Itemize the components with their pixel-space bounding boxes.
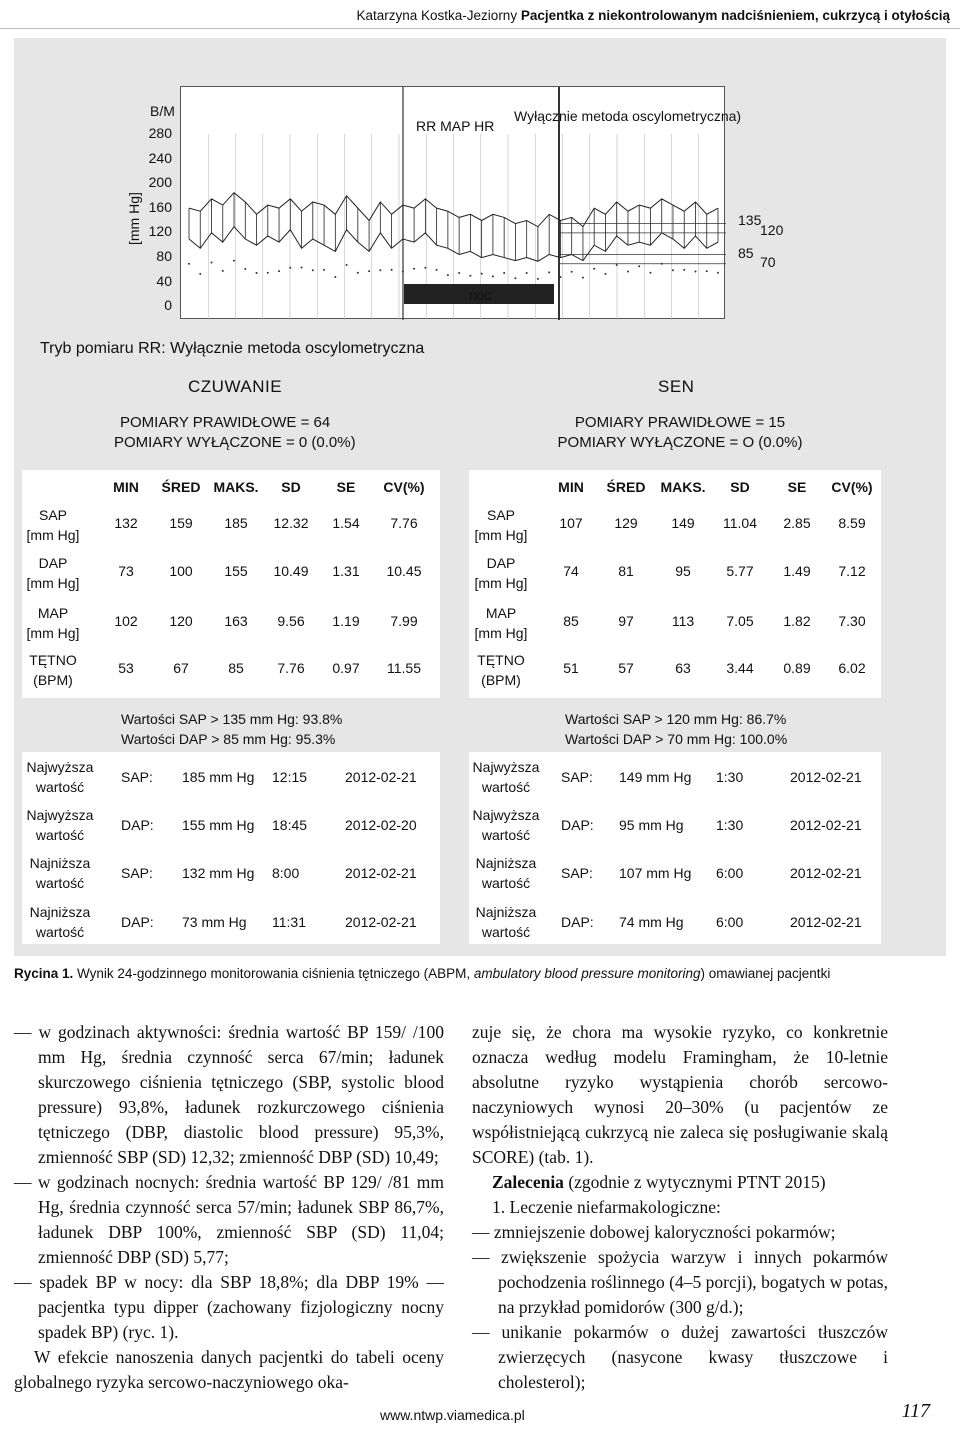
- hr-point: [604, 273, 606, 275]
- table-cell: 10.45: [386, 563, 422, 579]
- table-cell: 1.82: [783, 613, 811, 629]
- extreme-value: 149 mm Hg: [619, 769, 692, 785]
- table-cell: 149: [671, 515, 695, 531]
- day-title: CZUWANIE: [188, 377, 283, 396]
- hr-point: [514, 277, 516, 279]
- table-cell: 7.05: [726, 613, 754, 629]
- table-cell: 85: [228, 660, 244, 676]
- table-cell: 6.02: [838, 660, 866, 676]
- row-label-line1: TĘTNO: [29, 652, 77, 668]
- extreme-time: 6:00: [716, 865, 744, 881]
- paragraph: [14, 1345, 444, 1395]
- hr-point: [503, 272, 505, 274]
- extreme-label: [20, 853, 100, 893]
- table-cell: 51: [563, 660, 579, 676]
- extreme-label-line2: wartość: [481, 924, 531, 940]
- row-label-line2: [mm Hg]: [26, 575, 80, 591]
- day-load-sap: Wartości SAP > 135 mm Hg: 93.8%: [121, 711, 343, 727]
- table-cell: 113: [671, 613, 695, 629]
- hr-point: [402, 270, 404, 272]
- extreme-time: 11:31: [272, 914, 306, 930]
- extreme-time: 1:30: [716, 769, 744, 785]
- table-cell: 159: [169, 515, 193, 531]
- table-cell: 7.12: [838, 563, 866, 579]
- hr-point: [278, 270, 280, 272]
- row-label-line1: TĘTNO: [477, 652, 525, 668]
- table-cell: 185: [224, 515, 248, 531]
- dash: —: [14, 1172, 32, 1192]
- paragraph-text: W efekcie nanoszenia danych pacjentki do tabeli oceny globalnego ryzyka sercowo-naczyniowego oka-: [14, 1347, 444, 1392]
- extreme-value: 107 mm Hg: [619, 865, 692, 881]
- hr-point: [233, 260, 235, 262]
- row-label-line1: MAP: [485, 605, 517, 621]
- hr-point: [672, 269, 674, 271]
- hr-point: [334, 276, 336, 278]
- extreme-type: DAP:: [121, 817, 154, 833]
- method-label: Wyłącznie metoda oscylometryczna): [514, 108, 742, 124]
- threshold-day-dap: 85: [738, 245, 754, 261]
- row-label-line1: MAP: [37, 605, 69, 621]
- rec-bold: Zalecenia: [492, 1172, 564, 1192]
- extreme-time: 1:30: [716, 817, 744, 833]
- table-cell: 1.19: [332, 613, 360, 629]
- row-label-line2: (BPM): [481, 672, 521, 688]
- table-cell: 7.76: [277, 660, 305, 676]
- hr-point: [706, 270, 708, 272]
- extreme-type: DAP:: [561, 914, 594, 930]
- table-cell: 0.89: [783, 660, 811, 676]
- row-label-line2: [mm Hg]: [26, 527, 80, 543]
- extreme-label-line1: Najwyższa: [26, 807, 94, 823]
- list-item-text: w godzinach aktywności: średnia wartość BP 159/ /100 mm Hg, średnia czynność serca 67/min; ładunek skurczowego ciśnienia tętniczego (SBP, systolic blood pressure) 93,8%, ładunek rozkurczowego ciśnienia tętniczego (DBP, diastolic blood pressure) 95,3%, zmienność SBP (SD) 12,32; zmienność DBP (SD) 10,49;: [38, 1022, 445, 1167]
- table-cell: 102: [114, 613, 138, 629]
- hr-point: [289, 267, 291, 269]
- extreme-date: 2012-02-21: [790, 865, 862, 881]
- hr-point: [582, 277, 584, 279]
- table-cell: 120: [169, 613, 193, 629]
- row-label-line2: [mm Hg]: [474, 527, 528, 543]
- day-excluded: POMIARY WYŁĄCZONE = 0 (0.0%): [114, 434, 356, 451]
- table-header: MAKS.: [660, 479, 706, 495]
- row-label: [466, 553, 536, 593]
- table-cell: 100: [169, 563, 193, 579]
- extreme-label-line2: wartość: [35, 779, 85, 795]
- y-tick-label: 160: [148, 198, 172, 215]
- table-cell: 12.32: [273, 515, 309, 531]
- extreme-label-line1: Najwyższa: [26, 759, 94, 775]
- extreme-date: 2012-02-21: [345, 914, 417, 930]
- row-label-line1: DAP: [38, 555, 68, 571]
- extreme-label-line1: Najniższa: [475, 904, 537, 920]
- extreme-label: [466, 805, 546, 845]
- hr-point: [346, 264, 348, 266]
- measurement-mode: Tryb pomiaru RR: Wyłącznie metoda oscylometryczna: [40, 340, 425, 357]
- header-author: Katarzyna Kostka-Jeziorny: [356, 8, 518, 23]
- row-label-line2: [mm Hg]: [474, 575, 528, 591]
- extreme-label-line2: wartość: [35, 924, 85, 940]
- y-axis-unit: [mm Hg]: [126, 192, 142, 245]
- extreme-label-line1: Najniższa: [475, 855, 537, 871]
- table-cell: 1.49: [783, 563, 811, 579]
- hr-point: [649, 272, 651, 274]
- table-cell: 85: [563, 613, 579, 629]
- extreme-time: 6:00: [716, 914, 744, 930]
- list-item-text: zwiększenie spożycia warzyw i innych pokarmów pochodzenia roślinnego (4–5 porcji), bogatych w potas, na przykład pomidorów (300 g/d.);: [498, 1247, 888, 1317]
- table-header: CV(%): [383, 479, 425, 495]
- hr-point: [391, 269, 393, 271]
- recommendations-heading: [472, 1170, 888, 1195]
- y-tick-label: 40: [156, 272, 172, 289]
- table-header: ŚRED: [606, 479, 646, 495]
- extreme-date: 2012-02-21: [345, 865, 417, 881]
- hr-point: [616, 264, 618, 266]
- dash: —: [14, 1272, 32, 1292]
- hr-point: [717, 272, 719, 274]
- series-labels: RR MAP HR: [416, 118, 495, 134]
- extreme-value: 132 mm Hg: [182, 865, 255, 881]
- table-cell: 10.49: [273, 563, 309, 579]
- day-summary: [100, 413, 360, 453]
- table-cell: 7.99: [390, 613, 418, 629]
- night-summary: [545, 413, 815, 453]
- table-header: SE: [336, 479, 356, 495]
- hr-point: [301, 266, 303, 268]
- table-cell: 9.56: [277, 613, 305, 629]
- extreme-value: 95 mm Hg: [619, 817, 684, 833]
- table-cell: 7.76: [390, 515, 418, 531]
- hr-point: [559, 276, 561, 278]
- table-cell: 73: [118, 563, 134, 579]
- row-label-line2: [mm Hg]: [474, 625, 528, 641]
- extreme-time: 12:15: [272, 769, 308, 785]
- hr-point: [694, 270, 696, 272]
- y-tick-label: 240: [148, 149, 172, 166]
- threshold-day-sap: 135: [738, 212, 762, 228]
- caption-text-b: ) omawianej pacjentki: [700, 966, 831, 981]
- list-item: [14, 1020, 444, 1170]
- row-label: [466, 650, 536, 690]
- row-label-line1: SAP: [486, 507, 515, 523]
- dash: —: [14, 1022, 32, 1042]
- hr-point: [256, 272, 258, 274]
- figure-caption: [14, 966, 830, 981]
- table-header: SE: [787, 479, 807, 495]
- hr-point: [323, 269, 325, 271]
- rec-rest: (zgodnie z wytycznymi PTNT 2015): [563, 1172, 826, 1192]
- item-1: 1. Leczenie niefarmakologiczne:: [492, 1197, 721, 1217]
- hr-point: [548, 271, 550, 273]
- night-label: noc: [469, 287, 492, 303]
- extreme-time: 18:45: [272, 817, 308, 833]
- table-cell: 107: [559, 515, 583, 531]
- extreme-date: 2012-02-21: [345, 769, 417, 785]
- night-valid: POMIARY PRAWIDŁOWE = 15: [574, 414, 786, 431]
- night-load-dap: Wartości DAP > 70 mm Hg: 100.0%: [565, 731, 788, 747]
- extreme-value: 73 mm Hg: [182, 914, 247, 930]
- list-item: [14, 1270, 444, 1345]
- row-label: [18, 650, 88, 690]
- page-number: 117: [901, 1400, 930, 1422]
- list-item-text: spadek BP w nocy: dla SBP 18,8%; dla DBP 19% — pacjentka typu dipper (zachowany fizjologiczny nocny spadek BP) (ryc. 1).: [38, 1272, 445, 1342]
- row-label: [466, 603, 536, 643]
- list-item-text: w godzinach nocnych: średnia wartość BP 129/ /81 mm Hg, średnia czynność serca 57/min; ładunek SBP 86,7%, ładunek DBP 100%, zmienność SBP (SD) 11,04; zmienność DBP (SD) 5,77;: [37, 1172, 444, 1267]
- table-cell: 81: [618, 563, 634, 579]
- extreme-date: 2012-02-21: [790, 914, 862, 930]
- threshold-night-sap: 120: [760, 222, 784, 238]
- extreme-value: 185 mm Hg: [182, 769, 255, 785]
- table-cell: 7.30: [838, 613, 866, 629]
- row-label: [18, 603, 88, 643]
- y-tick-label: 280: [148, 125, 172, 141]
- right-column: [472, 1020, 888, 1395]
- hr-point: [638, 265, 640, 267]
- hr-point: [211, 262, 213, 264]
- extreme-label-line1: Najniższa: [29, 904, 91, 920]
- extreme-date: 2012-02-20: [345, 817, 417, 833]
- caption-text-italic: ambulatory blood pressure monitoring: [473, 966, 701, 981]
- extreme-label-line2: wartość: [35, 875, 85, 891]
- hr-point: [537, 278, 539, 280]
- hr-point: [593, 268, 595, 270]
- extreme-label-line2: wartość: [481, 827, 531, 843]
- hr-point: [368, 270, 370, 272]
- extreme-label-line1: Najniższa: [29, 855, 91, 871]
- caption-text-a: Wynik 24-godzinnego monitorowania ciśnienia tętniczego (ABPM,: [73, 966, 474, 981]
- list-item-text: unikanie pokarmów o dużej zawartości tłuszczów zwierzęcych (nasycone kwasy tłuszczowe i cholesterol);: [498, 1322, 889, 1392]
- list-item: [14, 1170, 444, 1270]
- row-label: [18, 553, 88, 593]
- table-header: SD: [281, 479, 301, 495]
- hr-point: [413, 268, 415, 270]
- y-tick-label: 120: [148, 223, 172, 240]
- extreme-type: SAP:: [121, 769, 153, 785]
- hr-point: [481, 273, 483, 275]
- hr-point: [571, 271, 573, 273]
- extreme-label: [466, 853, 546, 893]
- hr-point: [526, 272, 528, 274]
- hr-point: [222, 270, 224, 272]
- hr-point: [267, 272, 269, 274]
- threshold-night-dap: 70: [760, 254, 776, 270]
- extreme-label: [20, 902, 100, 942]
- list-item-text: zmniejszenie dobowej kaloryczności pokarmów;: [493, 1222, 836, 1242]
- extreme-label: [20, 757, 100, 797]
- day-load-dap: Wartości DAP > 85 mm Hg: 95.3%: [121, 731, 336, 747]
- row-label: [466, 505, 536, 545]
- list-item: — zwiększenie spożycia warzyw i innych pokarmów pochodzenia roślinnego (4–5 porcji), bogatych w potas, na przykład pomidorów (300 g/d.);: [472, 1247, 888, 1317]
- extreme-date: 2012-02-21: [790, 769, 862, 785]
- night-load-sap: Wartości SAP > 120 mm Hg: 86.7%: [565, 711, 787, 727]
- left-column: [14, 1020, 444, 1395]
- caption-label: Rycina 1.: [14, 966, 74, 981]
- table-cell: 129: [614, 515, 638, 531]
- row-label-line2: [mm Hg]: [26, 625, 80, 641]
- extreme-value: 74 mm Hg: [619, 914, 684, 930]
- table-header: MAKS.: [213, 479, 259, 495]
- extreme-label-line2: wartość: [35, 827, 85, 843]
- footer-url[interactable]: www.ntwp.viamedica.pl: [380, 1407, 525, 1423]
- y-axis-top-label: B/M: [150, 103, 175, 119]
- hr-point: [492, 275, 494, 277]
- table-cell: 74: [563, 563, 579, 579]
- table-cell: 97: [618, 613, 634, 629]
- table-cell: 63: [675, 660, 691, 676]
- table-cell: 67: [173, 660, 189, 676]
- y-tick-label: 80: [156, 248, 172, 264]
- table-cell: 95: [675, 563, 691, 579]
- hr-point: [627, 270, 629, 272]
- header-divider: [0, 28, 960, 29]
- hr-point: [312, 269, 314, 271]
- hr-point: [188, 263, 190, 265]
- extreme-date: 2012-02-21: [790, 817, 862, 833]
- table-header: ŚRED: [161, 479, 201, 495]
- table-cell: 2.85: [783, 515, 811, 531]
- row-label: [18, 505, 88, 545]
- y-tick-label: 0: [164, 297, 172, 314]
- extreme-label: [20, 805, 100, 845]
- table-cell: 0.97: [332, 660, 360, 676]
- table-cell: 11.04: [723, 515, 757, 531]
- table-header: SD: [730, 479, 750, 495]
- paragraph: zuje się, że chora ma wysokie ryzyko, co konkretnie oznacza według modelu Framingham, że 10-letnie absolutne ryzyko wystąpienia chorób sercowo-naczyniowych wynosi 20–30% (u pacjentów ze współistniejącą cukrzycą nie zaleca się posługiwanie skalą SCORE) (tab. 1).: [472, 1022, 888, 1167]
- table-cell: 1.54: [332, 515, 360, 531]
- night-title: SEN: [658, 377, 695, 396]
- row-label-line2: (BPM): [33, 672, 73, 688]
- header-title: Pacjentka z niekontrolowanym nadciśnieniem, cukrzycą i otyłością: [520, 8, 950, 23]
- table-header: CV(%): [831, 479, 873, 495]
- extreme-time: 8:00: [272, 865, 300, 881]
- hr-point: [244, 268, 246, 270]
- extreme-type: SAP:: [121, 865, 153, 881]
- hr-point: [357, 272, 359, 274]
- extreme-value: 155 mm Hg: [182, 817, 255, 833]
- list-item: — unikanie pokarmów o dużej zawartości tłuszczów zwierzęcych (nasycone kwasy tłuszczowe i cholesterol);: [472, 1322, 889, 1392]
- day-valid: POMIARY PRAWIDŁOWE = 64: [120, 414, 331, 431]
- table-header: MIN: [558, 479, 584, 495]
- table-cell: 1.31: [332, 563, 360, 579]
- list-item: — zmniejszenie dobowej kaloryczności pokarmów;: [472, 1222, 836, 1242]
- table-cell: 5.77: [726, 563, 754, 579]
- hr-point: [379, 269, 381, 271]
- y-tick-label: 200: [148, 174, 172, 191]
- table-cell: 163: [224, 613, 248, 629]
- extreme-type: SAP:: [561, 769, 593, 785]
- extreme-label: [466, 902, 546, 942]
- table-header: MIN: [113, 479, 139, 495]
- hr-point: [199, 273, 201, 275]
- table-cell: 3.44: [726, 660, 754, 676]
- extreme-label-line2: wartość: [481, 779, 531, 795]
- hr-point: [683, 269, 685, 271]
- hr-point: [469, 275, 471, 277]
- hr-point: [424, 267, 426, 269]
- extreme-label-line1: Najwyższa: [472, 807, 540, 823]
- night-excluded: POMIARY WYŁĄCZONE = O (0.0%): [557, 434, 803, 451]
- extreme-label-line1: Najwyższa: [472, 759, 540, 775]
- row-label-line1: DAP: [486, 555, 516, 571]
- hr-point: [458, 272, 460, 274]
- running-header: [357, 8, 951, 23]
- extreme-label: [466, 757, 546, 797]
- row-label-line1: SAP: [38, 507, 67, 523]
- hr-point: [436, 269, 438, 271]
- table-cell: 11.55: [387, 660, 421, 676]
- table-cell: 8.59: [838, 515, 866, 531]
- table-cell: 57: [618, 660, 634, 676]
- extreme-type: SAP:: [561, 865, 593, 881]
- extreme-label-line2: wartość: [481, 875, 531, 891]
- table-cell: 132: [114, 515, 138, 531]
- extreme-type: DAP:: [121, 914, 154, 930]
- table-cell: 53: [118, 660, 134, 676]
- extreme-type: DAP:: [561, 817, 594, 833]
- table-cell: 155: [224, 563, 248, 579]
- hr-point: [447, 274, 449, 276]
